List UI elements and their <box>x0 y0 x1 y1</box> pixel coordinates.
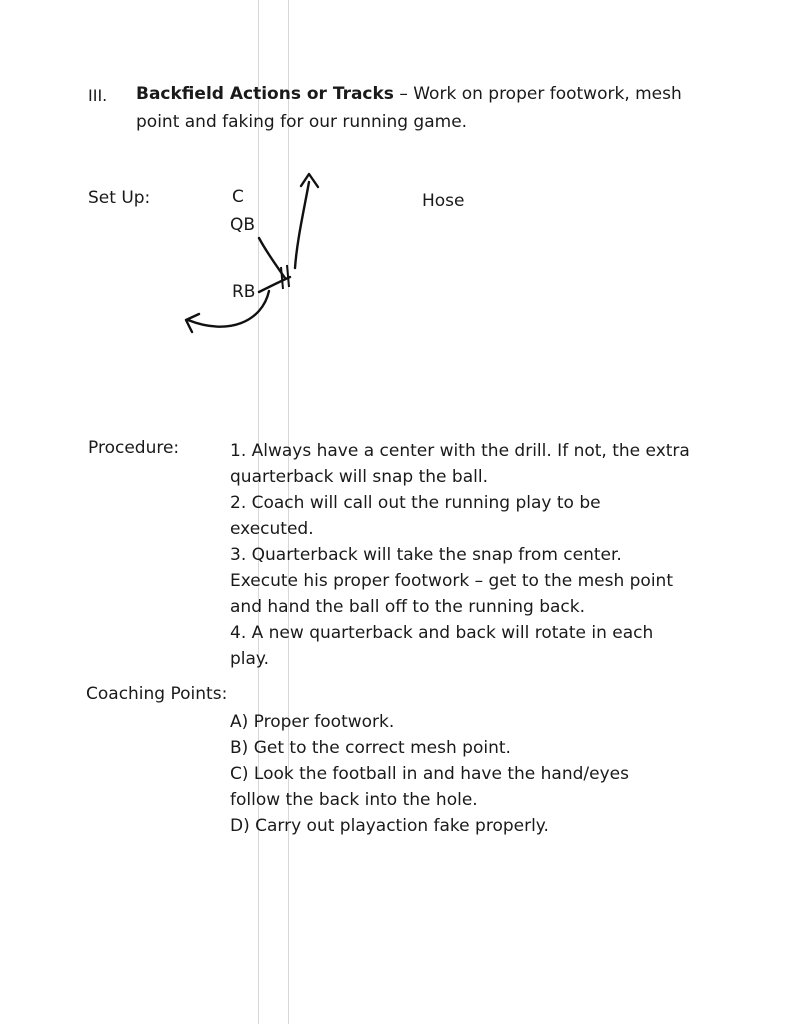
procedure-line: 1. Always have a center with the drill. If not, the extra <box>230 441 690 461</box>
mesh-point-mark <box>287 265 289 287</box>
procedure-text <box>230 438 690 672</box>
coaching-line: C) Look the football in and have the hand/eyes <box>230 764 629 784</box>
coaching-line: follow the back into the hole. <box>230 790 478 810</box>
section-intro-line2: point and faking for our running game. <box>136 112 468 132</box>
coaching-line: B) Get to the correct mesh point. <box>230 738 511 758</box>
procedure-line: and hand the ball off to the running back. <box>230 597 586 617</box>
procedure-line: 4. A new quarterback and back will rotate in each <box>230 623 654 643</box>
setup-label: Set Up: <box>88 188 151 208</box>
fake-path <box>188 291 269 327</box>
rb-approach-path <box>259 277 290 292</box>
mesh-point-mark <box>281 267 283 289</box>
section-numeral: III. <box>88 86 108 105</box>
running-back-label: RB <box>232 282 256 302</box>
procedure-line: 3. Quarterback will take the snap from center. <box>230 545 622 565</box>
section-intro-line1: – Work on proper footwork, mesh <box>393 84 682 104</box>
procedure-line: play. <box>230 649 269 669</box>
procedure-line: Execute his proper footwork – get to the mesh point <box>230 571 673 591</box>
coaching-label: Coaching Points: <box>86 684 228 704</box>
section-title: Backfield Actions or Tracks <box>136 84 394 104</box>
center-label: C <box>232 187 244 207</box>
procedure-line: 2. Coach will call out the running play to be <box>230 493 601 513</box>
equipment-label: Hose <box>422 191 465 211</box>
procedure-label: Procedure: <box>88 438 180 458</box>
coaching-line: A) Proper footwork. <box>230 712 395 732</box>
rb-run-path <box>295 182 309 268</box>
procedure-line: quarterback will snap the ball. <box>230 467 488 487</box>
procedure-line: executed. <box>230 519 314 539</box>
quarterback-label: QB <box>230 215 256 235</box>
coaching-line: D) Carry out playaction fake properly. <box>230 816 549 836</box>
coaching-text <box>230 709 629 839</box>
